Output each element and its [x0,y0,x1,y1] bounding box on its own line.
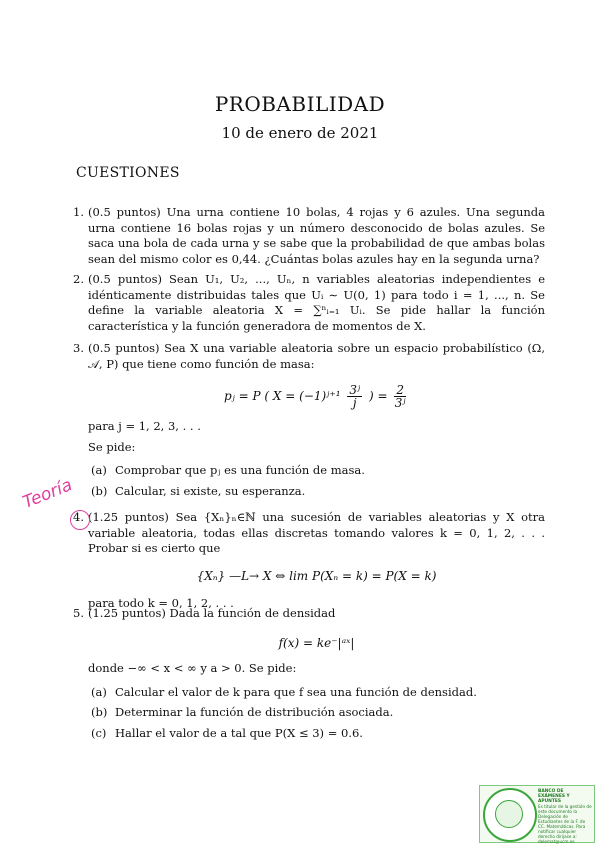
stamp-text [538,789,592,844]
fraction-numerator: 3ʲ [349,383,361,397]
density-equation: f(x) = ke⁻|ᵃˣ| [278,635,355,650]
se-pide: Se pide: [88,439,136,454]
sub-items [91,685,545,742]
question-number: 1. [73,205,84,219]
question-number: 2. [73,272,84,286]
seal-icon [483,788,537,842]
equation-middle: ) = [368,389,388,403]
sub-item-label: (b) [91,483,108,498]
sub-item-label: (c) [91,725,107,740]
page-title: PROBABILIDAD [214,92,386,116]
sub-item-text: Determinar la función de distribución asociada. [115,705,394,719]
sub-item-text: Calcular el valor de k para que f sea una función de densidad. [115,684,477,699]
mass-function-equation [88,384,545,409]
fraction-denominator: j [352,396,357,410]
sub-item [91,484,545,500]
equation-left: pⱼ = P ( X = (−1)ʲ⁺¹ [223,389,341,403]
question-text: (1.25 puntos) Dada la función de densidad [88,606,336,620]
fraction-numerator: 2 [396,383,404,397]
question-1 [73,205,545,267]
stamp-title: BANCO DE EXÁMENES Y APUNTES [538,789,570,804]
section-heading: CUESTIONES [76,165,180,181]
question-number: 3. [73,341,84,355]
question-4 [73,510,545,612]
question-after-text: para j = 1, 2, 3, . . . [88,419,201,433]
fraction [394,384,406,409]
question-text: (0.5 puntos) Sea X una variable aleatoria sobre un espacio probabilístico (Ω, 𝒜, P) que tiene como función de masa: [88,341,545,371]
annotation-circle [70,510,90,530]
question-number: 4. [73,510,84,524]
question-text: (1.25 puntos) Sea {Xₙ}ₙ∈ℕ una sucesión de variables aleatorias y X otra variable aleatoria, todas ellas discretas tomando valores k = 0, 1, 2, . . . Probar si es cierto que [88,510,545,555]
sub-item-text: Hallar el valor de a tal que P(X ≤ 3) = 0.6. [115,725,363,740]
question-2 [73,272,545,334]
question-number: 5. [73,606,84,620]
sub-item-label: (a) [91,684,107,699]
sub-item [91,726,545,742]
sub-item [91,685,545,701]
question-text: (0.5 puntos) Sean U₁, U₂, ..., Uₙ, n variables aleatorias independientes e idénticamente distribuidas tales que Uᵢ ∼ U(0, 1) para todo i = 1, ..., n. Se define la variable aleatoria X = ∑ⁿᵢ₌₁ Uᵢ. Se pide hallar la función característica y la función generadora de momentos de X. [88,272,545,333]
sub-items [91,463,545,499]
stamp [479,785,595,843]
sub-item-text: Comprobar que pⱼ es una función de masa. [115,463,365,477]
stamp-body: Es titular de la gestión de este documento la Delegación de Estudiantes de la F. de CC. Matemáticas. Para notificar cualquier derecho diríjase a: delemat@ucm.es [538,804,592,844]
sub-item [91,463,545,479]
fraction-denominator: 3ʲ [394,396,406,410]
exam-date: 10 de enero de 2021 [221,124,379,142]
sub-item-label: (b) [91,705,108,719]
question-5 [73,606,545,746]
question-after-text: donde −∞ < x < ∞ y a > 0. Se pide: [88,661,297,675]
sub-item-label: (a) [91,463,107,477]
fraction [347,384,362,409]
question-after-text: para todo k = 0, 1, 2, . . . [88,596,234,610]
sub-item-text: Calcular, si existe, su esperanza. [115,483,306,498]
question-3 [73,341,545,504]
question-text: (0.5 puntos) Una urna contiene 10 bolas, 4 rojas y 6 azules. Una segunda urna contiene 16 bolas rojas y un número desconocido de bolas azules. Se saca una bola de cada urna y se sabe que la probabilidad de que ambas bolas sean del mismo color es 0,44. ¿Cuántas bolas azules hay en la segunda urna? [88,205,545,266]
handwritten-annotation: Teoría [20,475,76,513]
convergence-equation: {Xₙ} —L→ X ⇔ lim P(Xₙ = k) = P(X = k) [196,568,437,583]
sub-item [91,705,545,721]
